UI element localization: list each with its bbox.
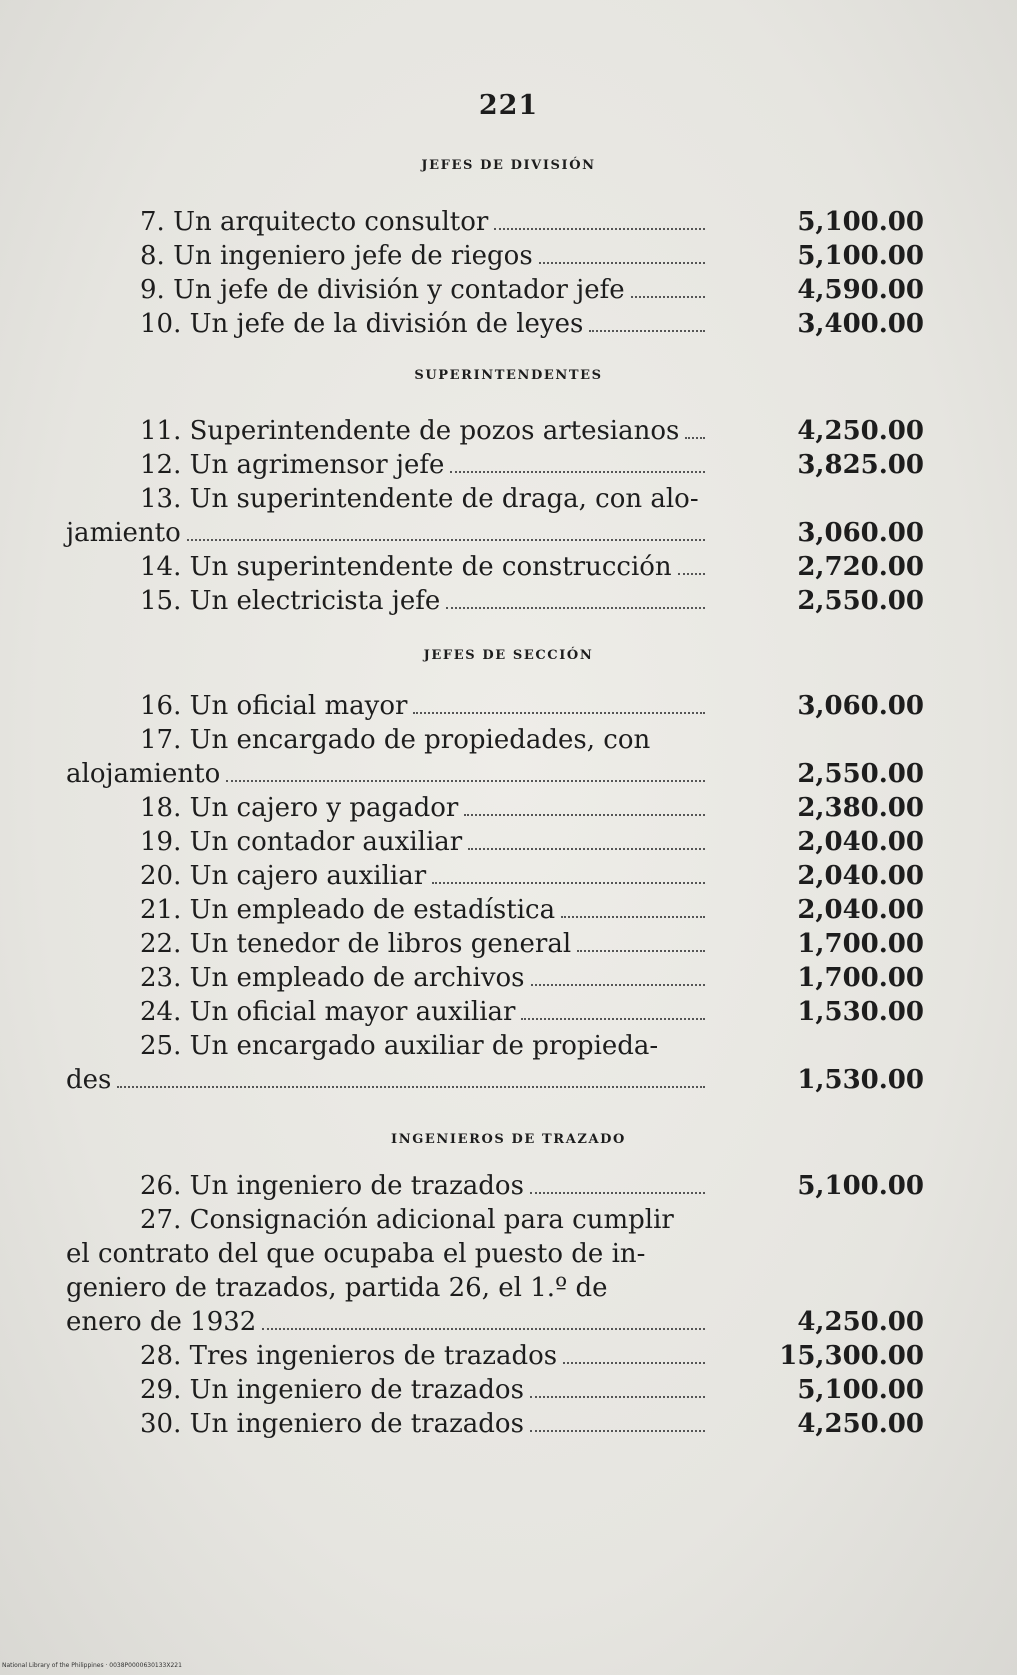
dot-leader [446, 607, 705, 609]
dot-leader [432, 882, 705, 884]
item-text: 20. Un cajero auxiliar [140, 861, 427, 891]
item-text: alojamiento [66, 759, 221, 789]
item-amount: 2,380.00 [797, 793, 924, 823]
item-continuation-line [0, 1305, 1017, 1339]
item-text: 14. Un superintendente de construcción [140, 552, 672, 582]
item-line [0, 1339, 1017, 1373]
item-amount: 5,100.00 [797, 241, 924, 271]
item-continuation-line [0, 516, 1017, 550]
item-text: 17. Un encargado de propiedades, con [140, 725, 651, 755]
dot-leader [539, 262, 705, 264]
dot-leader [589, 330, 705, 332]
dot-leader [678, 573, 705, 575]
item-amount: 3,060.00 [797, 518, 924, 548]
item-line [0, 1169, 1017, 1203]
item-line [0, 961, 1017, 995]
dot-leader [521, 1018, 705, 1020]
item-amount: 5,100.00 [797, 207, 924, 237]
item-amount: 5,100.00 [797, 1171, 924, 1201]
dot-leader [531, 984, 705, 986]
dot-leader [563, 1362, 705, 1364]
item-line [0, 584, 1017, 618]
item-line [0, 205, 1017, 239]
item-text: 15. Un electricista jefe [140, 586, 441, 616]
dot-leader [413, 712, 705, 714]
item-text: 19. Un contador auxiliar [140, 827, 463, 857]
item-text: 16. Un oficial mayor [140, 691, 408, 721]
dot-leader [530, 1430, 705, 1432]
dot-leader [631, 296, 705, 298]
item-amount: 2,550.00 [797, 586, 924, 616]
item-text: 25. Un encargado auxiliar de propieda- [140, 1031, 659, 1061]
item-amount: 2,720.00 [797, 552, 924, 582]
item-amount: 3,060.00 [797, 691, 924, 721]
item-line [0, 995, 1017, 1029]
section-heading: JEFES DE SECCIÓN [423, 648, 594, 663]
item-amount: 4,250.00 [797, 1409, 924, 1439]
item-amount: 4,590.00 [797, 275, 924, 305]
item-text: 18. Un cajero y pagador [140, 793, 459, 823]
item-line [0, 482, 1017, 516]
item-line [0, 1203, 1017, 1237]
item-line [0, 825, 1017, 859]
item-amount: 1,700.00 [797, 929, 924, 959]
item-line [0, 927, 1017, 961]
item-line [0, 893, 1017, 927]
item-amount: 5,100.00 [797, 1375, 924, 1405]
item-amount: 2,550.00 [797, 759, 924, 789]
item-line [0, 273, 1017, 307]
item-text: 28. Tres ingenieros de trazados [140, 1341, 558, 1371]
item-text: des [66, 1065, 112, 1095]
item-line [0, 414, 1017, 448]
item-line [0, 723, 1017, 757]
item-line [0, 689, 1017, 723]
item-amount: 1,700.00 [797, 963, 924, 993]
item-amount: 1,530.00 [797, 1065, 924, 1095]
item-line [0, 550, 1017, 584]
item-line [0, 239, 1017, 273]
item-text: 26. Un ingeniero de trazados [140, 1171, 524, 1201]
item-text: geniero de trazados, partida 26, el 1.º de [66, 1273, 608, 1303]
item-continuation-line [0, 1063, 1017, 1097]
dot-leader [685, 437, 705, 439]
item-text: 30. Un ingeniero de trazados [140, 1409, 524, 1439]
item-text: 24. Un oficial mayor auxiliar [140, 997, 516, 1027]
item-line [0, 1029, 1017, 1063]
archive-stamp: National Library of the Philippines · 0038P0000630133X221 [2, 1662, 182, 1669]
dot-leader [561, 916, 705, 918]
item-line [0, 448, 1017, 482]
item-text: 7. Un arquitecto consultor [140, 207, 489, 237]
item-amount: 3,400.00 [797, 309, 924, 339]
item-continuation-line [0, 1271, 1017, 1305]
item-amount: 3,825.00 [797, 450, 924, 480]
dot-leader [262, 1328, 705, 1330]
item-amount: 2,040.00 [797, 827, 924, 857]
section-heading: JEFES DE DIVISIÓN [421, 158, 596, 173]
dot-leader [226, 780, 705, 782]
item-amount: 2,040.00 [797, 895, 924, 925]
item-amount: 4,250.00 [797, 1307, 924, 1337]
item-text: 21. Un empleado de estadística [140, 895, 556, 925]
item-text: 22. Un tenedor de libros general [140, 929, 572, 959]
item-text: 9. Un jefe de división y contador jefe [140, 275, 625, 305]
dot-leader [450, 471, 705, 473]
page-number: 221 [478, 90, 539, 121]
dot-leader [494, 228, 705, 230]
item-amount: 2,040.00 [797, 861, 924, 891]
section-heading: INGENIEROS DE TRAZADO [391, 1132, 626, 1147]
section-heading: SUPERINTENDENTES [414, 368, 603, 383]
item-text: enero de 1932 [66, 1307, 257, 1337]
dot-leader [530, 1396, 705, 1398]
dot-leader [530, 1192, 705, 1194]
item-line [0, 791, 1017, 825]
item-text: jamiento [66, 518, 181, 548]
item-line [0, 1407, 1017, 1441]
dot-leader [464, 814, 705, 816]
dot-leader [187, 539, 705, 541]
item-line [0, 307, 1017, 341]
item-amount: 1,530.00 [797, 997, 924, 1027]
item-text: 13. Un superintendente de draga, con alo- [140, 484, 699, 514]
item-text: 8. Un ingeniero jefe de riegos [140, 241, 533, 271]
item-text: 11. Superintendente de pozos artesianos [140, 416, 680, 446]
item-continuation-line [0, 757, 1017, 791]
item-line [0, 1373, 1017, 1407]
item-text: 12. Un agrimensor jefe [140, 450, 445, 480]
item-continuation-line [0, 1237, 1017, 1271]
item-amount: 15,300.00 [779, 1341, 924, 1371]
dot-leader [117, 1086, 705, 1088]
dot-leader [468, 848, 705, 850]
item-text: 29. Un ingeniero de trazados [140, 1375, 524, 1405]
item-amount: 4,250.00 [797, 416, 924, 446]
item-text: el contrato del que ocupaba el puesto de in- [66, 1239, 646, 1269]
item-text: 27. Consignación adicional para cumplir [140, 1205, 674, 1235]
item-line [0, 859, 1017, 893]
item-text: 23. Un empleado de archivos [140, 963, 525, 993]
dot-leader [577, 950, 705, 952]
item-text: 10. Un jefe de la división de leyes [140, 309, 584, 339]
